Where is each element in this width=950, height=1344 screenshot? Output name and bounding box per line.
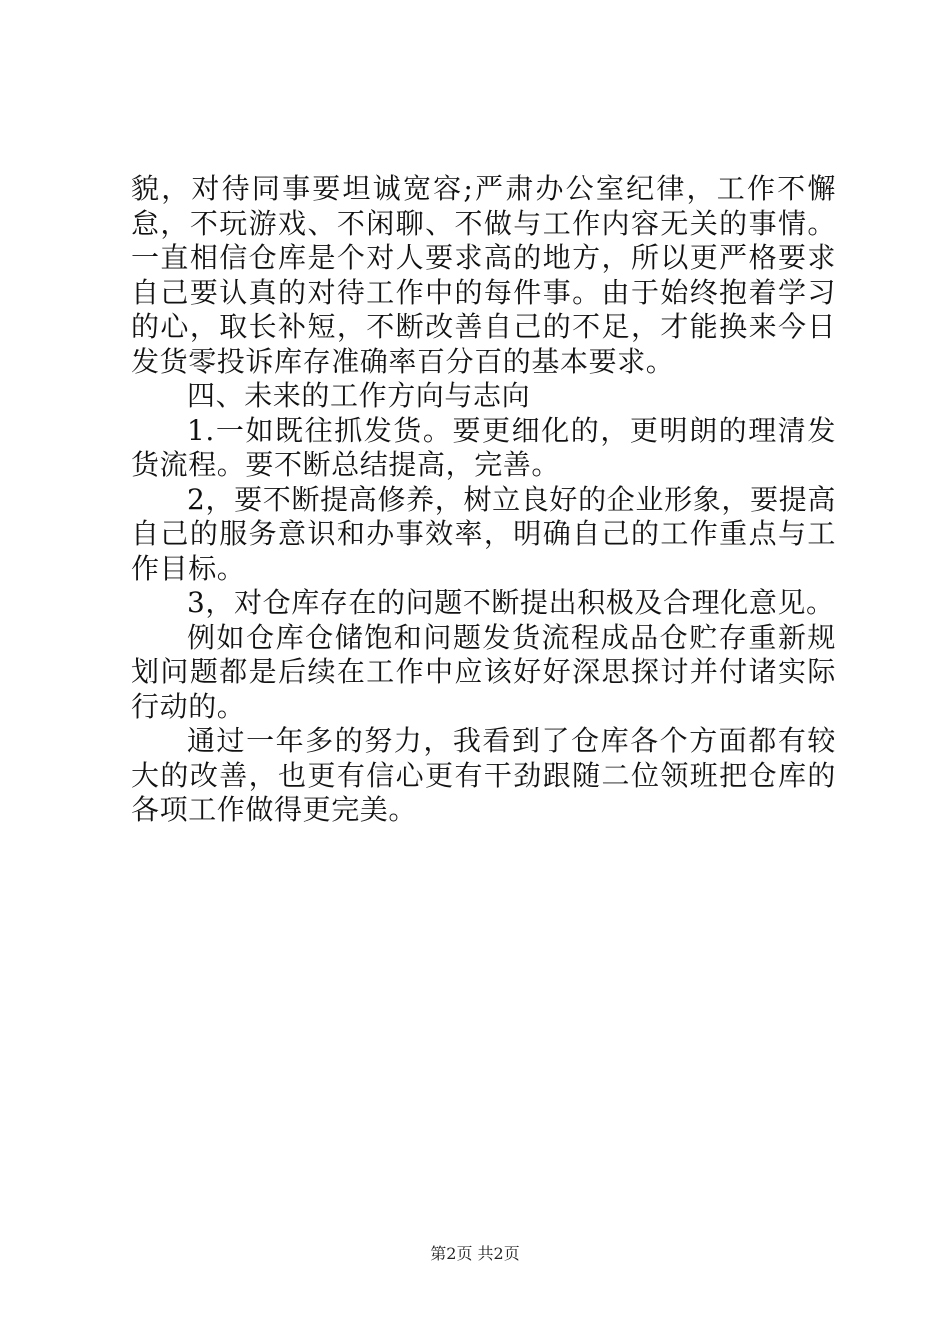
page-number-footer: 第2页 共2页 [430, 1244, 520, 1263]
list-item: 1.一如既往抓发货。要更细化的，更明朗的理清发货流程。要不断总结提高，完善。 [131, 413, 836, 481]
paragraph-continuation: 貌，对待同事要坦诚宽容;严肃办公室纪律，工作不懈怠，不玩游戏、不闲聊、不做与工作内容无关的事情。一直相信仓库是个对人要求高的地方，所以更严格要求自己要认真的对待工作中的每件事。由于始终抱着学习的心，取长补短，不断改善自己的不足，才能换来今日发货零投诉库存准确率百分百的基本要求。 [131, 172, 836, 378]
list-item: 2，要不断提高修养，树立良好的企业形象，要提高自己的服务意识和办事效率，明确自己的工作重点与工作目标。 [131, 482, 836, 585]
closing-paragraph: 通过一年多的努力，我看到了仓库各个方面都有较大的改善，也更有信心更有干劲跟随二位领班把仓库的各项工作做得更完美。 [131, 724, 836, 826]
list-item: 3，对仓库存在的问题不断提出积极及合理化意见。 [187, 586, 835, 619]
paragraph: 例如仓库仓储饱和问题发货流程成品仓贮存重新规划问题都是后续在工作中应该好好深思探讨并付诸实际行动的。 [131, 620, 836, 723]
document-body [131, 172, 836, 828]
section-heading: 四、未来的工作方向与志向 [187, 379, 531, 412]
